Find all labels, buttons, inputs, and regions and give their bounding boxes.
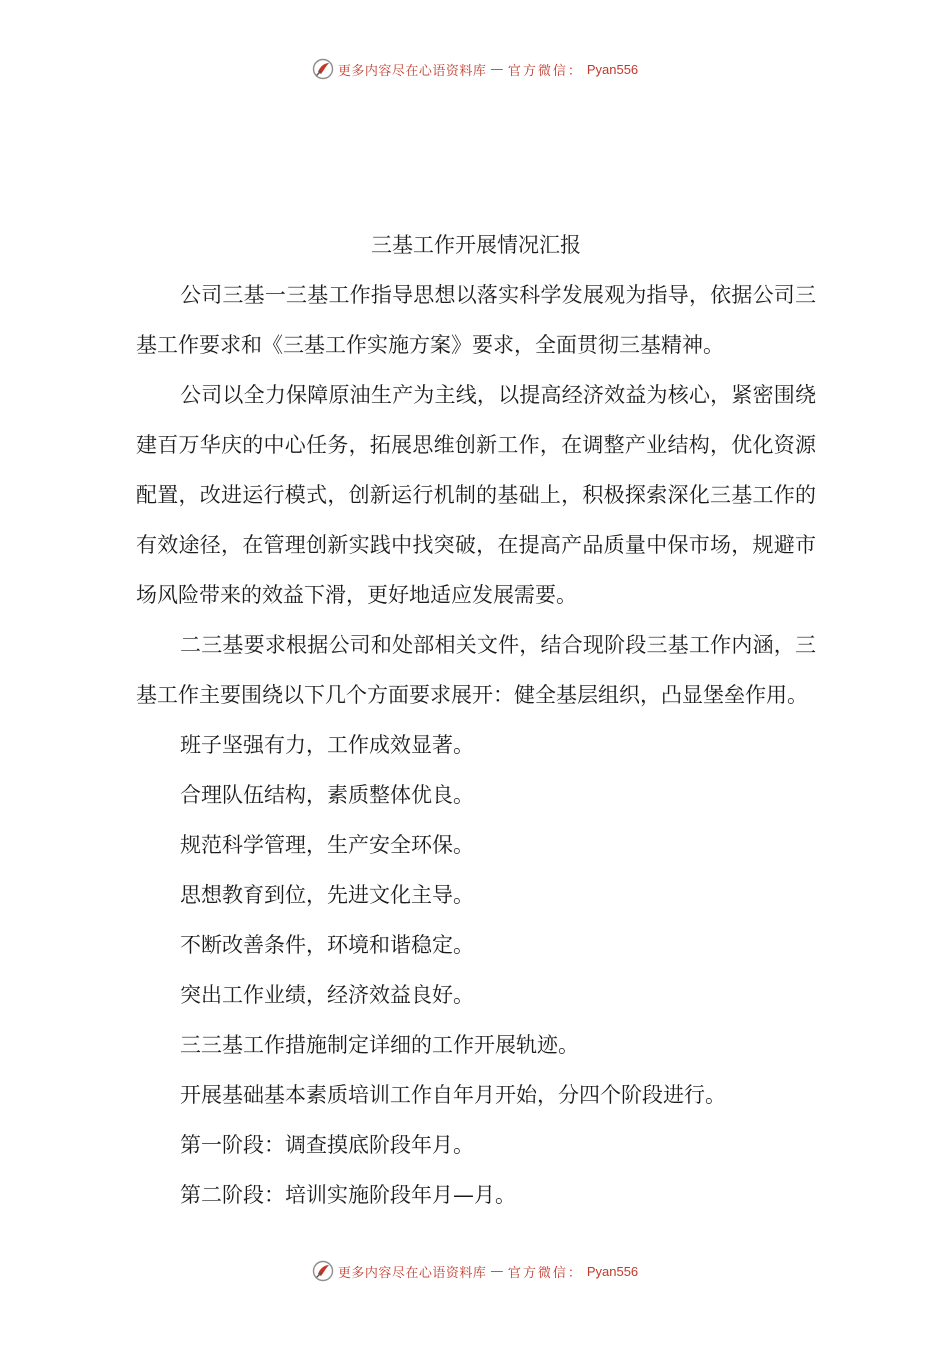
list-item: 突出工作业绩，经济效益良好。 [180,983,474,1007]
watermark-separator: — [490,61,504,77]
list-item: 不断改善条件，环境和谐稳定。 [180,933,474,957]
footer-watermark [0,1256,950,1286]
watermark-official-text: 官方微信： [507,1265,583,1281]
list-item: 合理队伍结构，素质整体优良。 [180,783,474,807]
paragraph: 公司三基一三基工作指导思想以落实科学发展观为指导，依据公司三基工作要求和《三基工作实施方案》要求，全面贯彻三基精神。 [136,283,816,357]
list-item: 第二阶段：培训实施阶段年月—月。 [180,1183,516,1207]
watermark-site-text: 更多内容尽在心语资料库 [337,63,487,79]
document-title: 三基工作开展情况汇报 [371,233,581,257]
list-item: 思想教育到位，先进文化主导。 [180,883,474,907]
watermark-wechat-id: Pyan556 [586,61,639,77]
paragraph: 二三基要求根据公司和处部相关文件，结合现阶段三基工作内涵，三基工作主要围绕以下几个方面要求展开：健全基层组织，凸显堡垒作用。 [136,633,816,707]
watermark-wechat-id: Pyan556 [586,1263,639,1279]
list-item: 三三基工作措施制定详细的工作开展轨迹。 [180,1033,579,1057]
document-body [136,220,816,1220]
watermark-site-text: 更多内容尽在心语资料库 [337,1265,487,1281]
list-item: 班子坚强有力，工作成效显著。 [180,733,474,757]
watermark-separator: — [490,1263,504,1279]
list-item: 开展基础基本素质培训工作自年月开始，分四个阶段进行。 [180,1083,726,1107]
header-watermark [0,54,950,84]
watermark-official-text: 官方微信： [507,63,583,79]
list-item: 第一阶段：调查摸底阶段年月。 [180,1133,474,1157]
paragraph: 公司以全力保障原油生产为主线，以提高经济效益为核心，紧密围绕建百万华庆的中心任务，拓展思维创新工作，在调整产业结构，优化资源配置，改进运行模式，创新运行机制的基础上，积极探索深化三基工作的有效途径，在管理创新实践中找突破，在提高产品质量中保市场，规避市场风险带来的效益下滑，更好地适应发展需要。 [136,383,816,607]
logo-icon [312,1260,334,1282]
list-item: 规范科学管理，生产安全环保。 [180,833,474,857]
logo-icon [312,58,334,80]
